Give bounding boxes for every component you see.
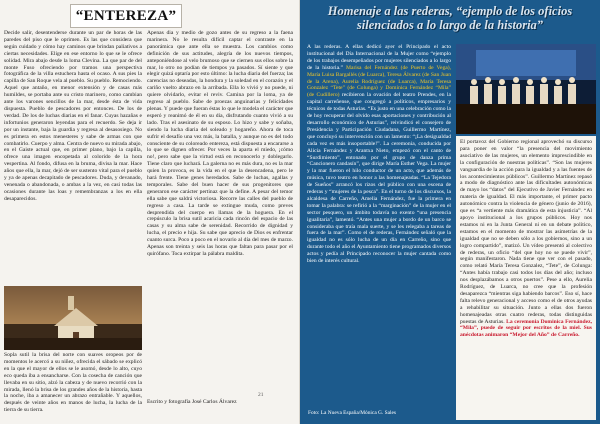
sidebar-text: El portavoz del Gobierno regional aprovechó su discurso para poner en valor “la presencia del movimiento asociativo de las mujeres, un elemento imprescindible en la configuración de nuestras políticas”. “Son las mujeres vanguardia de la acción para la igualdad y a las fuentes de los acontecimientos públicos”. Guillermo Martínez repasó a modo de diagnóstico ante las dificultades autonómicas de mayo los “datos” del Ejecutivo de Javier Fernández en materia de igualdad. El más importante, el primer pacto autonómico contra la violencia de género (junio de 2016), que es “a vertiente más dramática de esta injusticia”. “Al apoyo institucional a los grupos públicos. Hoy nos estamos ni en la Junta General ni en un debate político, estamos en el momento de mostrar las asimetrías de la igualdad que no se deben sólo a los gobiernos, sino a un logro compartido”, matizó. Un vídeo presentó al colectivo de rederas, un oficio “del que hoy no se puede vivir”, según manifestaron. Nada tiene que ver con el pasado, como relató María Teresa Gonzalez, “Tete”, de Colunga: “Antes había trabajo casi todos los días del año; incluso nos desplazábamos a otros puertos”. Pese a ello, Aurelia Rodríguez, de Luarca, no cree que la profesión desaparezca “mientras siga habiendo barcos”. Eso sí, hace falta relevo generacional y acceso como el de otros ayudas a rehabilitar su situación. Junto a ellas dos fueron homenajeadas otras cuatro rederas, todas distinguidas puestas de Asturias.: [460, 139, 592, 325]
photo-credit: Foto: La Nueva España/Mónica G. Sales: [308, 410, 397, 416]
headline-line-1: Homenaje a las rederas, “ejemplo de los oficios: [327, 4, 573, 18]
body-intro: A las rederas. A ellas dedicó ayer el Principado el acto institucional del Día Internacional de la Mujer como “ejemplo de los trabajos desempeñados por mujeres silenciados a lo largo de la historia.”: [307, 44, 451, 71]
ceremony-photo-image: [456, 44, 596, 134]
article-column-2: Apenas dia y medio de gozo antes de su regreso a la faena marinera. No le resulta difícil captar el contraste en la panorámica que ante ella se muestra. Los cambios como definición de sus actitudes, alegría de los nuevos tiempos, anteponiéndose al velo brumoso que se ciernen sus ellos sobre la mar, lo otro no podían de tiempos ya pasados. Sí siente y que elegir quizá optaría por esto último: la lucha diaria del fuerza; las carencias no deseadas, la hondura y la soledad en el corazón y el cariño vuelto abrazo en la arribada. Ella lo vivió y no puede, ni quiere olvidarlo, evitar el reviv. Camina por la loma, ya de regreso al pueblo. Sabe de proezas anguinarias y felicidades plenas. Y puede que fueran éstas lo que le modela el carácter que esperó y reanimó de él en su día, disfrutando cuanto vivió a su lado. Tras el asesinato de su esposo. Lo hizo y sabe y soñaba, siendo la lucha diaria del soleado y hogareño. Ahora de toca sufrir el desafío una vez más, la batalla, y aunque no es del todo consciente de su coloreado entereza, está dispuesta a encararse a lo que se dignen ofrecer. Por veces la aparta el miedo, ¡cómo no!, pero sabe que la virtud está en reconocerlo y doblegarlo. Tiene claro que luchará. La galerna no es más dura, no es la mar quien la provoca, es la vida en el que la desencadena, pero le hará frente. Tiene genes heredados. Sabe de luchas, agallas y temporales. Sabe del buen hacer de sus progenitores que generaron ese carácter pertinaz que la define. A pesar del temor ella sabe que saldrá victoriosa. Recorre las calles del pueblo de regreso a casa. La tarde se extingue muda, como preves desprendida del cuerpo en llamas de la hoguera. En el crepúsculo la brisa sutil acaricia cada rincón del espacio de las casas y su alma sabe de serenidad. Recorrido de dignidad y lucha, el precio e hija. Su sabe que aprecio de Dios es enfrentar cuanto surca. Poco a poco en el novario al día del mes de marzo. Apenas son treinta y seis las horas que faltan para pasar por el quirófano. Toca extirpar la pálabra maldita.: [147, 30, 293, 257]
author-credit: Escrito y fotografía José Carlos Álvarez: [147, 399, 237, 405]
right-article-body: [307, 44, 451, 414]
right-headline: [300, 4, 600, 32]
photo-caption: Sopla sutil la brisa del norte con suaves oropeos por de momentos le acercó a su niñez, ofrecida el sábado se explicó en la que el mayor de ellos se le asomó, desde lo alto, cuyo eco queda iba a ensancharse. Con la cosecha de canción que llevaba en su sitio, alzó la cabeza y de nuevo recorrió con la mirada, llenó la brisa de los grandes años de la historia, hasta la noche, iba a amanecer un abrazo entrañable. Y aquellos, después de veinte años en manos de lucha, la lucha de la tierra de su tierra.: [4, 352, 142, 414]
article-column-1: Decide salir, desentenderse durante un par de horas de las paredes del piso que le oprimen. Es las que considera que según cuidado y cómo hay caminos que brindan paliativos a ciertas necesidades. Elige en ese entorno lo que se le ofrece solidad. Mira abajo desde la loma Clevina. La que par de del monte Fuso ofreciendo por tramos una perspectiva fotográfica de la villa estuchera hasta el ocaso. A sus pies la capilla de San Roque vela al pueblo. Su pueblo. Remociendo. Aquel que antaño, en menor extensión y de casas más humildes, se portaba ante su cristo marinero, como cambian ante los varones sencillos de la mar, desde ésta de vida dispuesta. Pueblo de pescadores por entonces. De los de verdad. De los de luchas diarias en el fanar. Cuyas hazañas e infortunios generaron leyendas para el recuerdo. Se deja ir por un instante, baja la guardia y regresa al desasosiego. No es primera en estos menesteres y sabe de armas con que combatirlo. Cuerpo y alma. Centra de nuevo su mirada abajo, en el Gaiste actual que, en primer plano, bajo la capilla, ofrece una imagen encopetada al colorido de la hora vespertina. Al fondo, difusa en la bruma, divisa la mar. Hace años que ella, la mar, dejó de ser sustento vital para el pueblo y ya de apenas decapitado de pescadores. Duda, y devanado, venenada o abandonada, o ambas a la vez, en casi todas las ocasiones durante las loas y remembranzas a los en ella desaparecidos.: [4, 30, 142, 202]
sidebar-text-box: [456, 136, 596, 420]
honorees-names: Marisa del Fernández (de Puerto de Vega), María Luisa Bargallés (de Luarca), Teresa Álvarez (de San Juan de la Arena), Aurelia Rodríguez (de Luarca), María Teresa Gonzalez “Tete” (de Colunga) y Dominica Fernández “Mila” (de Cudillero): [307, 64, 451, 99]
sidebar-highlight: La ceremonia Dominica Fernández, “Mila”, puede de seguir por escritos de la miel. Sus anécdotas animaron “Mejor del Año” de Carreño.: [460, 318, 592, 339]
right-page: [300, 0, 600, 424]
headline-line-2: silenciados a lo largo de la historia”: [356, 18, 544, 32]
chapel-photo: [4, 286, 142, 350]
chapel-photo-image: [4, 286, 142, 350]
title-box: [70, 4, 182, 28]
article-title: “ENTEREZA”: [75, 8, 177, 24]
page-number: 21: [258, 392, 264, 398]
body-rest: recibieron la ovación del teatro Prendes, en la capital carreñense, que congregó a políticos, empresarios y técnicos de todas Asturias. “Es justo en una celebración como la de hoy recuperar del olvido esas aportaciones y contribución al desarrollo económico de Asturias”, reivindicó el consejero de Presidencia y Participación Ciudadana, Guillermo Martínez, que concluyó su intervención con un lamento: “¡La desigualdad cada vez es más insoportable!”. La ceremonia, conducida por Alicia Fernández y Arantxa Nieto, empezó con el canto de “Surdimiento”, entonado por el grupo de danza prima “Cancionero candasín”, que dirige María Esther Vega. La mujer y la mar fueron el hilo conductor de un acto, que además de música, tuvo teatro en honor a las homenajeadas. “La Tejedora de Sueños” arrancó los rizos del público con una escena de rederas y “mujeres de la pesca”. En el turno de los discursos, la alcaldesa de Carreño, Amelia Fernández, fue la primera en tomar la palabra: se refirió a la “marginación” de la mujer en el sector pesquero, un ámbito todavía no exento “una presencia igualitaria”, lamentó. “Antes una mujer a bordo de un barco se consideraba que traía mala suerte, y se les relegaba a tareas de fuera de la mar”. Como el de rederas, Fernández señaló que la igualdad no es sólo lucha de un día en Carreño, sino que durante todo el año el Ayuntamiento tiene programados diversos actos y pedía al Principado reconocer la mujer cantada como bien de interés cultural.: [307, 92, 451, 265]
ceremony-photo: [456, 44, 596, 134]
